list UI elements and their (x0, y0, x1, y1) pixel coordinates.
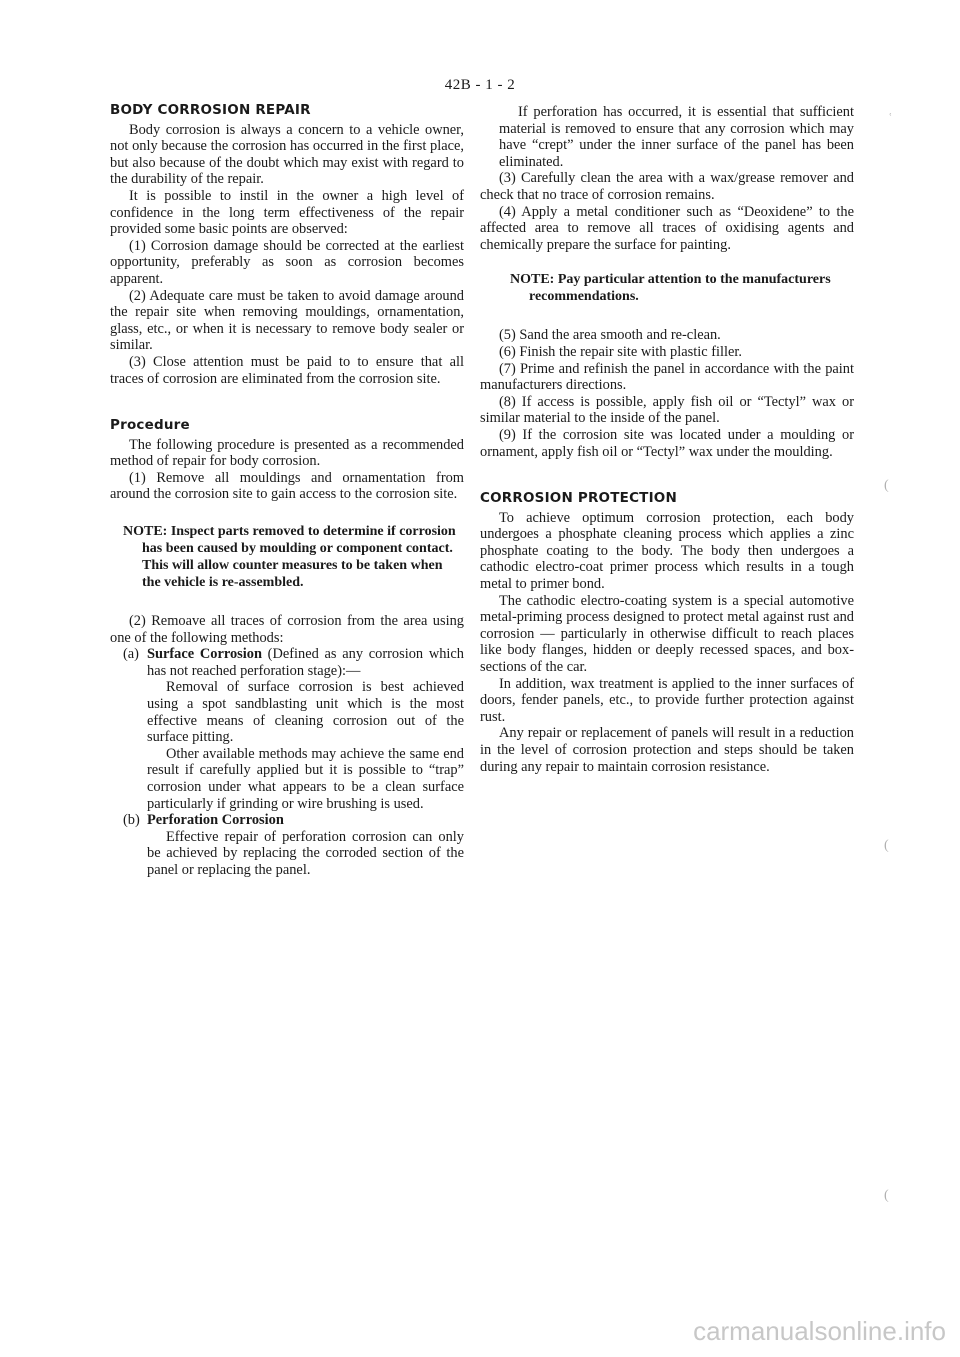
step-4: (4) Apply a metal conditioner such as “Deoxidene” to the affected area to remove all traces of oxidising agents and chemically prepare the surface for painting. (480, 203, 854, 253)
page-number: 42B - 1 - 2 (444, 77, 516, 93)
step-7: (7) Prime and refinish the panel in accordance with the paint manufacturers directions. (480, 360, 854, 394)
step-3: (3) Carefully clean the area with a wax/grease remover and check that no trace of corrosion remains. (480, 170, 854, 203)
binder-hole-mark: ( (884, 478, 889, 493)
step-1: (1) Remove all mouldings and ornamentation from around the corrosion site to gain access to the corrosion site. (110, 469, 464, 503)
sub-b-term: Perforation Corrosion (147, 812, 284, 829)
heading-corrosion-protection: CORROSION PROTECTION (480, 490, 677, 507)
point-3: (3) Close attention must be paid to to ensure that all traces of corrosion are eliminated from the corrosion site. (110, 353, 464, 387)
heading-procedure: Procedure (110, 417, 190, 434)
protection-paragraph-2: The cathodic electro-coating system is a special automotive metal-priming process designed to protect metal against rust and corrosion — particularly in otherwise difficult to reach places like body flanges, hidden or deeply recessed spaces, and box-sections of the car. (480, 592, 854, 676)
intro-paragraph-2: It is possible to instil in the owner a high level of confidence in the long term effectiveness of the repair provided some basic points are observed: (110, 187, 464, 238)
note-inspect-parts: NOTE: Inspect parts removed to determine if corrosion has been caused by moulding or component contact. This will allow counter measures to be taken when the vehicle is re-assembled. (123, 524, 456, 591)
sub-b-label: (b) (123, 812, 140, 829)
protection-paragraph-4: Any repair or replacement of panels will result in a reduction in the level of corrosion protection and steps should be taken during any repair to maintain corrosion resistance. (480, 725, 854, 775)
sub-a-label: (a) (123, 646, 139, 663)
step-8: (8) If access is possible, apply fish oil or “Tectyl” wax or similar material to the inside of the panel. (480, 393, 854, 427)
binder-hole-mark: ʿ (888, 112, 893, 127)
right-column (480, 104, 854, 775)
sub-b-paragraph-1: Effective repair of perforation corrosion can only be achieved by replacing the corroded section of the panel or replacing the panel. (147, 828, 464, 878)
protection-paragraph-1: To achieve optimum corrosion protection, each body undergoes a phosphate cleaning process which applies a zinc phosphate coating to the body. The body then undergoes a cathodic electro-coat primer process which results in a tough metal to primer bond. (480, 509, 854, 593)
step-6: (6) Finish the repair site with plastic filler. (499, 343, 742, 360)
procedure-intro: The following procedure is presented as a recommended method of repair for body corrosion. (110, 436, 464, 470)
step-2: (2) Remoave all traces of corrosion from the area using one of the following methods: (110, 613, 464, 646)
sub-item-b (123, 812, 464, 829)
sub-a-term: Surface Corrosion (147, 646, 262, 663)
sub-item-a (123, 646, 464, 679)
step-9: (9) If the corrosion site was located under a moulding or ornament, apply fish oil or “Tectyl” wax under the moulding. (480, 426, 854, 460)
heading-body-corrosion-repair: BODY CORROSION REPAIR (110, 102, 311, 118)
note-manufacturers: NOTE: Pay particular attention to the manufacturers recommendations. (510, 272, 831, 305)
binder-hole-mark: ( (884, 838, 889, 853)
point-1: (1) Corrosion damage should be corrected at the earliest opportunity, preferably as soon as corrosion becomes apparent. (110, 237, 464, 287)
step-5: (5) Sand the area smooth and re-clean. (499, 327, 721, 344)
watermark: carmanualsonline.info (693, 1316, 946, 1346)
point-2: (2) Adequate care must be taken to avoid damage around the repair site when removing mouldings, ornamentation, glass, etc., or when it is necessary to remove body sealer or similar. (110, 287, 464, 354)
perforation-continued: If perforation has occurred, it is essential that sufficient material is removed to ensure that any corrosion which may have “crept” under the inner surface of the panel has been eliminated. (499, 104, 854, 170)
left-column (110, 102, 464, 879)
sub-a-paragraph-2: Other available methods may achieve the same end result if carefully applied but it is possible to “trap” corrosion under what appears to be a clean surface particularly if grinding or wire brushing is used. (147, 745, 464, 812)
sub-a-paragraph-1: Removal of surface corrosion is best achieved using a spot sandblasting unit which is the most effective means of cleaning corrosion out of the surface pitting. (147, 679, 464, 746)
intro-paragraph-1: Body corrosion is always a concern to a vehicle owner, not only because the corrosion has occurred in the first place, but also because of the doubt which may exist with regard to the durability of the repair. (110, 121, 464, 188)
sub-a-text: (Defined as any corrosion which has not reached perforation stage):— (147, 646, 464, 679)
protection-paragraph-3: In addition, wax treatment is applied to the inner surfaces of doors, fender panels, etc., to provide further protection against rust. (480, 675, 854, 725)
binder-hole-mark: ( (884, 1188, 889, 1203)
